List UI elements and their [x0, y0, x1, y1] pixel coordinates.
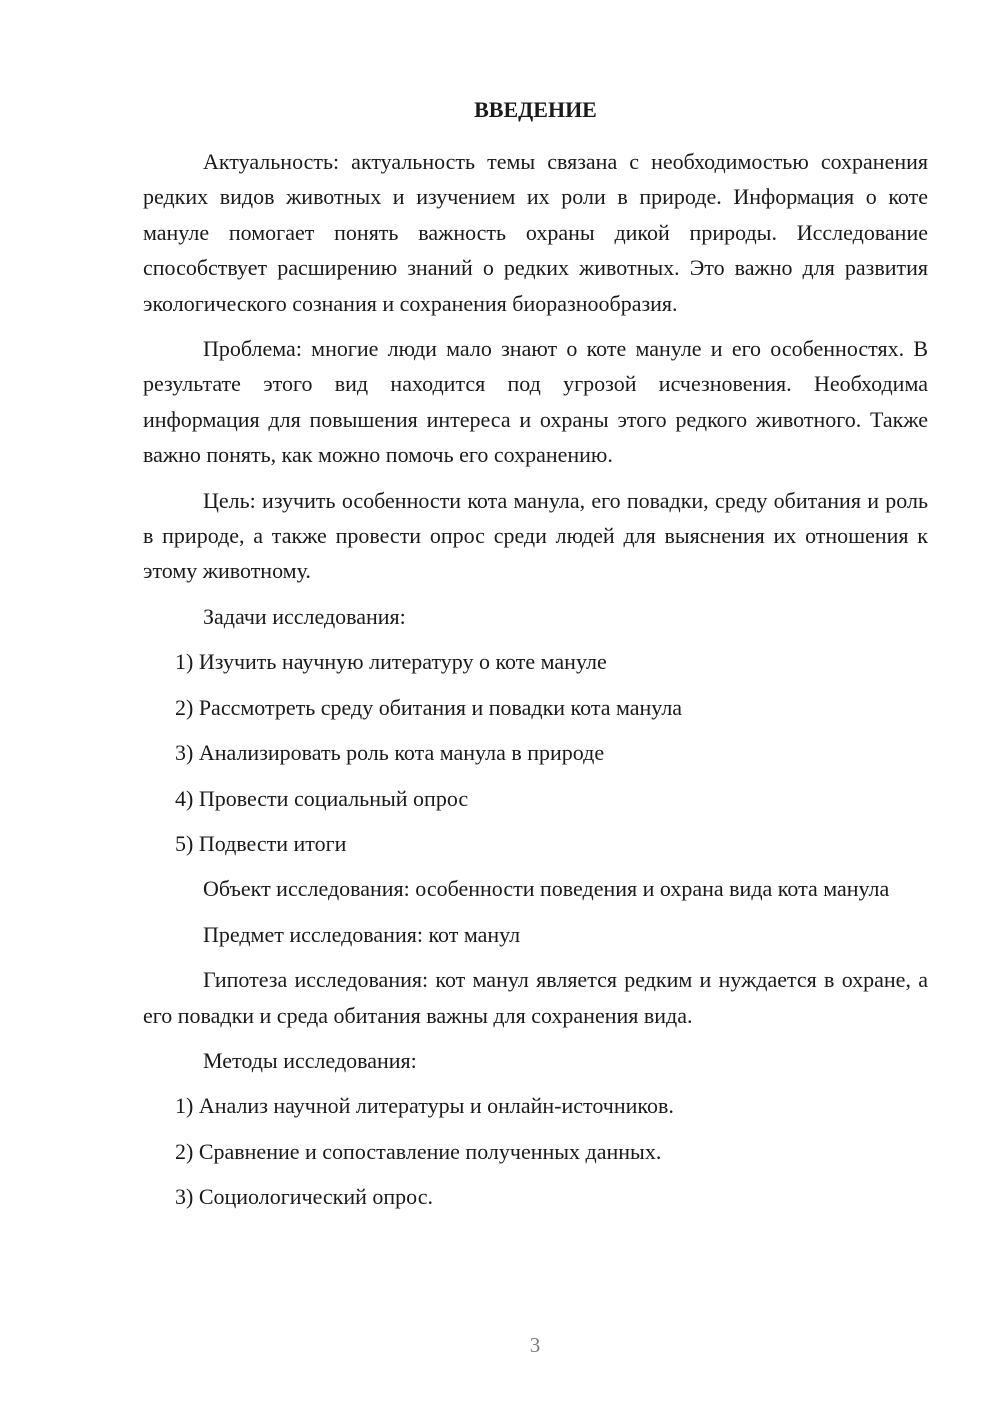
task-item: 4) Провести социальный опрос: [175, 785, 469, 811]
methods-heading: Методы исследования:: [203, 1047, 417, 1073]
task-item: 3) Анализировать роль кота манула в природе: [175, 740, 605, 766]
problem-paragraph: Проблема: многие люди мало знают о коте мануле и его особенностях. В результате этого вид находится под угрозой исчезновения. Необходима информация для повышения интереса и охраны этого редкого животного. Также важно понять, как можно помочь его сохранению.: [143, 336, 928, 468]
page-number: 3: [529, 1333, 541, 1357]
section-title: ВВЕДЕНИЕ: [474, 97, 597, 122]
hypothesis-paragraph: Гипотеза исследования: кот манул является редким и нуждается в охране, а его повадки и среда обитания важны для сохранения вида.: [143, 967, 928, 1028]
relevance-paragraph: Актуальность: актуальность темы связана с необходимостью сохранения редких видов животных и изучением их роли в природе. Информация о коте мануле помогает понять важность охраны дикой природы. Исследование способствует расширению знаний о редких животных. Это важно для развития экологического сознания и сохранения биоразнообразия.: [143, 149, 928, 316]
method-item: 3) Социологический опрос.: [175, 1184, 433, 1210]
document-page: [143, 94, 928, 1225]
task-item: 2) Рассмотреть среду обитания и повадки кота манула: [175, 694, 683, 720]
methods-list: [143, 1088, 928, 1214]
tasks-list: [143, 644, 928, 861]
method-item: 2) Сравнение и сопоставление полученных данных.: [175, 1138, 662, 1164]
subject-paragraph: Предмет исследования: кот манул: [203, 921, 521, 947]
goal-paragraph: Цель: изучить особенности кота манула, его повадки, среду обитания и роль в природе, а также провести опрос среди людей для выяснения их отношения к этому животному.: [143, 487, 928, 584]
object-paragraph: Объект исследования: особенности поведения и охрана вида кота манула: [203, 876, 890, 902]
method-item: 1) Анализ научной литературы и онлайн-источников.: [175, 1093, 674, 1119]
task-item: 1) Изучить научную литературу о коте мануле: [175, 649, 607, 675]
task-item: 5) Подвести итоги: [175, 830, 347, 856]
tasks-heading: Задачи исследования:: [203, 603, 406, 629]
